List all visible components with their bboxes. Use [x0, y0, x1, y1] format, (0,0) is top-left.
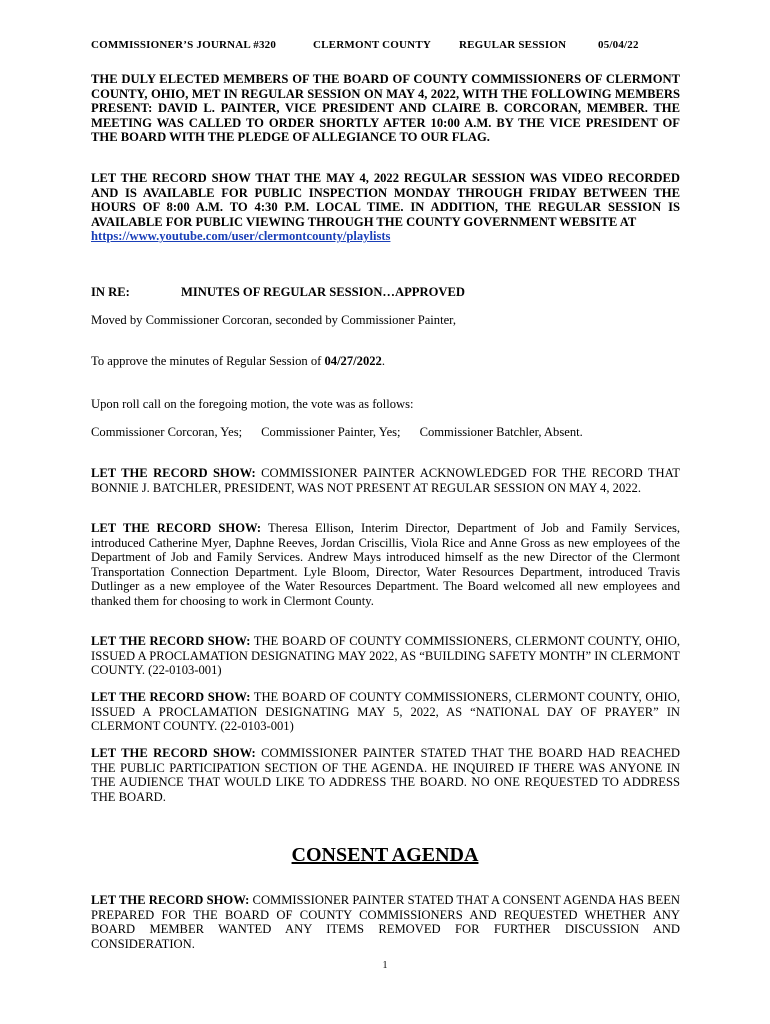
- intro-paragraph: THE DULY ELECTED MEMBERS OF THE BOARD OF COUNTY COMMISSIONERS OF CLERMONT COUNTY, OHIO, MET IN REGULAR SESSION ON MAY 4, 2022, WITH THE FOLLOWING MEMBERS PRESENT: DAVID L. PAINTER, VICE PRESIDENT AND CLAIRE B. CORCORAN, MEMBER. THE MEETING WAS CALLED TO ORDER SHORTLY AFTER 10:00 A.M. BY THE VICE PRESIDENT OF THE BOARD WITH THE PLEDGE OF ALLEGIANCE TO OUR FLAG.: [91, 72, 680, 145]
- record-text: COMMISSIONER PAINTER STATED THAT THE BOARD HAD REACHED THE PUBLIC PARTICIPATION SECTION OF THE AGENDA. HE INQUIRED IF THERE WAS ANYONE IN THE AUDIENCE THAT WOULD LIKE TO ADDRESS THE BOARD. NO ONE REQUESTED TO ADDRESS THE BOARD.: [91, 746, 680, 804]
- record-text: THE BOARD OF COUNTY COMMISSIONERS, CLERMONT COUNTY, OHIO, ISSUED A PROCLAMATION DESIGNATING MAY 5, 2022, AS “NATIONAL DAY OF PRAYER” IN CLERMONT COUNTY. (22-0103-001): [91, 690, 680, 734]
- record-label: LET THE RECORD SHOW:: [91, 521, 262, 535]
- approve-suffix: .: [381, 354, 385, 368]
- record-public-participation: [91, 746, 680, 804]
- in-re-subject: MINUTES OF REGULAR SESSION…APPROVED: [181, 285, 465, 299]
- record-label: LET THE RECORD SHOW:: [91, 893, 250, 907]
- record-label: LET THE RECORD SHOW:: [91, 746, 256, 760]
- record-label: LET THE RECORD SHOW:: [91, 634, 251, 648]
- video-text: LET THE RECORD SHOW THAT THE MAY 4, 2022 REGULAR SESSION WAS VIDEO RECORDED AND IS AVAILABLE FOR PUBLIC INSPECTION MONDAY THROUGH FRIDAY BETWEEN THE HOURS OF 8:00 A.M. TO 4:30 P.M. LOCAL TIME. IN ADDITION, THE REGULAR SESSION IS AVAILABLE FOR PUBLIC VIEWING THROUGH THE COUNTY GOVERNMENT WEBSITE AT: [91, 171, 680, 229]
- vote-painter: Commissioner Painter, Yes;: [261, 425, 401, 439]
- record-building-safety: [91, 634, 680, 678]
- record-batchler-absent: [91, 466, 680, 495]
- video-paragraph: [91, 171, 680, 244]
- youtube-link[interactable]: https://www.youtube.com/user/clermontcounty/playlists: [91, 229, 391, 244]
- header-session: REGULAR SESSION: [459, 39, 567, 51]
- record-label: LET THE RECORD SHOW:: [91, 466, 256, 480]
- header-county: CLERMONT COUNTY: [313, 39, 432, 51]
- in-re-label: IN RE:: [91, 285, 130, 299]
- header-journal: COMMISSIONER’S JOURNAL #320: [91, 39, 277, 51]
- moved-line: Moved by Commissioner Corcoran, seconded by Commissioner Painter,: [91, 313, 457, 327]
- record-text: COMMISSIONER PAINTER STATED THAT A CONSENT AGENDA HAS BEEN PREPARED FOR THE BOARD OF COUNTY COMMISSIONERS AND REQUESTED WHETHER ANY BOARD MEMBER WANTED ANY ITEMS REMOVED FOR FURTHER DISCUSSION AND CONSIDERATION.: [91, 893, 680, 951]
- vote-corcoran: Commissioner Corcoran, Yes;: [91, 425, 243, 439]
- record-day-of-prayer: [91, 690, 680, 734]
- vote-line: [91, 425, 680, 440]
- record-new-employees: [91, 521, 680, 609]
- rollcall-line: Upon roll call on the foregoing motion, the vote was as follows:: [91, 397, 414, 411]
- record-label: LET THE RECORD SHOW:: [91, 690, 251, 704]
- consent-agenda-title: CONSENT AGENDA: [291, 844, 479, 866]
- page-header: [91, 39, 651, 51]
- record-text: THE BOARD OF COUNTY COMMISSIONERS, CLERMONT COUNTY, OHIO, ISSUED A PROCLAMATION DESIGNATING MAY 2022, AS “BUILDING SAFETY MONTH” IN CLERMONT COUNTY. (22-0103-001): [91, 634, 680, 678]
- in-re-line: [91, 285, 680, 300]
- vote-batchler: Commissioner Batchler, Absent.: [419, 425, 583, 439]
- record-consent-agenda: [91, 893, 680, 951]
- approve-date: 04/27/2022: [324, 354, 382, 368]
- approve-line: [91, 354, 680, 369]
- record-text: COMMISSIONER PAINTER ACKNOWLEDGED FOR THE RECORD THAT BONNIE J. BATCHLER, PRESIDENT, WAS NOT PRESENT AT REGULAR SESSION ON MAY 4, 2022.: [91, 466, 680, 495]
- page-number: 1: [382, 960, 388, 971]
- header-date: 05/04/22: [598, 39, 639, 51]
- record-text: Theresa Ellison, Interim Director, Department of Job and Family Services, introduced Catherine Myer, Daphne Reeves, Jordan Criscillis, Viola Rice and Anne Gross as new employees of the Department of Job and Family Services. Andrew Mays introduced himself as the new Director of the Clermont Transportation Connection Department. Lyle Bloom, Director, Water Resources Department, introduced Travis Dutlinger as a new employee of the Water Resources Department. The Board welcomed all new employees and thanked them for choosing to work in Clermont County.: [91, 521, 680, 608]
- approve-prefix: To approve the minutes of Regular Session of: [91, 354, 325, 368]
